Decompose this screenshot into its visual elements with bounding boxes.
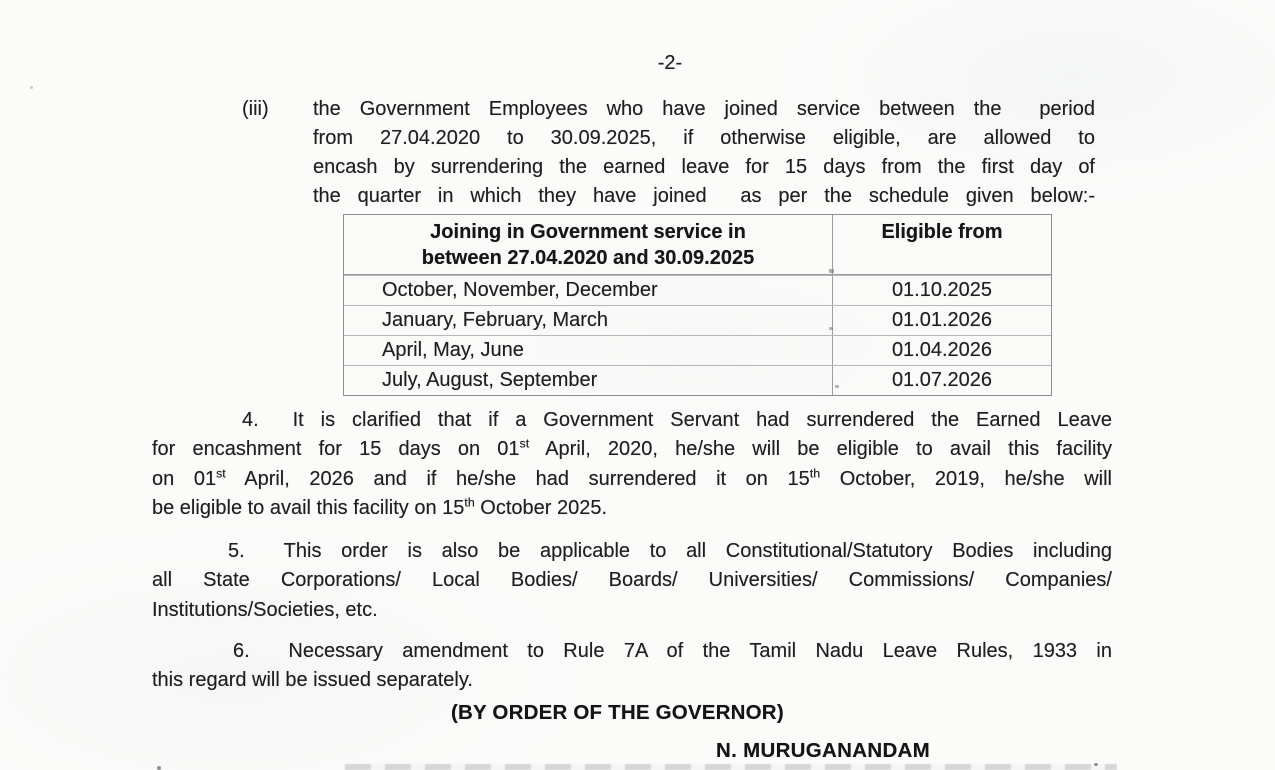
text-line: 4. It is clarified that if a Government Servant had surrendered the Earned Leave	[242, 409, 1112, 431]
scan-speck	[30, 86, 33, 89]
text-line: the quarter in which they have joined as per the schedule given below:-	[313, 185, 1095, 207]
text-line: encash by surrendering the earned leave for 15 days from the first day of	[313, 156, 1095, 178]
text-line: Institutions/Societies, etc.	[152, 598, 378, 621]
text-line: this regard will be issued separately.	[152, 669, 473, 692]
text-line: 5. This order is also be applicable to all Constitutional/Statutory Bodies including	[228, 540, 1112, 562]
scan-speck	[157, 766, 161, 770]
page-number: -2-	[657, 52, 683, 74]
cell-joining-months: January, February, March	[344, 306, 833, 335]
scan-speck	[829, 327, 833, 330]
table-header-eligible-from: Eligible from	[881, 221, 1003, 243]
text-line: the Government Employees who have joined service between the period	[313, 98, 1095, 120]
paragraph-5	[152, 537, 1112, 625]
scan-speck	[835, 385, 839, 388]
cell-joining-months: April, May, June	[344, 336, 833, 365]
scan-speck	[829, 269, 834, 273]
table-header-joining-line2: between 27.04.2020 and 30.09.2025	[421, 247, 755, 269]
table-header-row	[344, 215, 1051, 275]
text-line: from 27.04.2020 to 30.09.2025, if otherwise eligible, are allowed to	[313, 127, 1095, 149]
cell-joining-months: July, August, September	[344, 366, 833, 395]
table-header-joining	[344, 215, 833, 274]
clause-iii-text	[313, 95, 1095, 211]
by-order-line: (BY ORDER OF THE GOVERNOR)	[451, 701, 784, 724]
clause-iii	[242, 95, 1095, 211]
paragraph-6	[152, 637, 1112, 696]
clause-iii-label: (iii)	[242, 98, 269, 120]
text-line: be eligible to avail this facility on 15th October 2025.	[152, 495, 608, 519]
cell-eligible-from: 01.10.2025	[891, 279, 993, 301]
paragraph-4	[152, 406, 1112, 523]
cell-eligible-from: 01.04.2026	[891, 339, 993, 361]
table-row	[344, 335, 1051, 365]
text-line: for encashment for 15 days on 01st April, 2020, he/she will be eligible to avail this facility	[152, 436, 1112, 461]
table-row	[344, 305, 1051, 335]
cell-joining-months: October, November, December	[344, 276, 833, 305]
table-row	[344, 275, 1051, 305]
text-line: 6. Necessary amendment to Rule 7A of the Tamil Nadu Leave Rules, 1933 in	[233, 640, 1112, 662]
text-line: on 01st April, 2026 and if he/she had surrendered it on 15th October, 2019, he/she will	[152, 465, 1112, 490]
leave-schedule-table	[343, 214, 1052, 396]
text-line: all State Corporations/ Local Bodies/ Boards/ Universities/ Commissions/ Companies/	[152, 569, 1112, 592]
table-header-joining-line1: Joining in Government service in	[430, 221, 746, 243]
signatory-name: N. MURUGANANDAM	[716, 739, 931, 762]
cell-eligible-from: 01.01.2026	[891, 309, 993, 331]
cutoff-text-artifact	[345, 764, 1117, 770]
cell-eligible-from: 01.07.2026	[891, 369, 993, 391]
table-row	[344, 365, 1051, 395]
